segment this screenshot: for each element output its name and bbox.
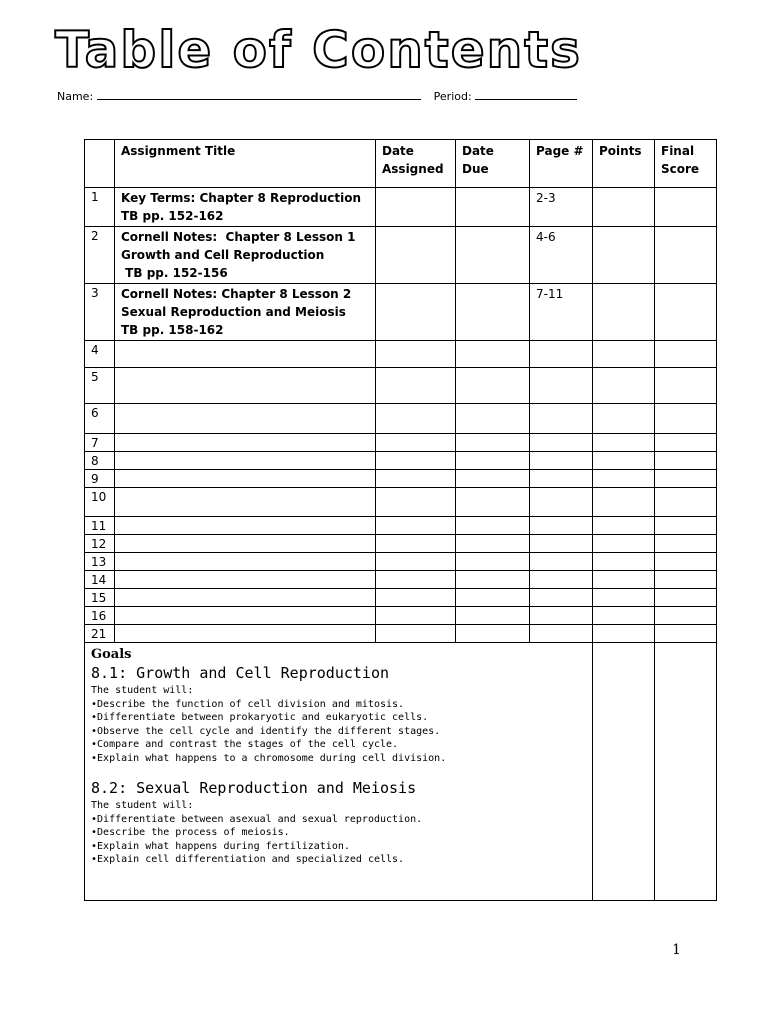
assignments-table <box>84 139 717 901</box>
assignment-title-cell[interactable] <box>115 625 376 643</box>
final-score-cell[interactable] <box>655 227 717 284</box>
date-due-cell[interactable] <box>456 553 530 571</box>
date-assigned-cell[interactable] <box>376 488 456 517</box>
col-header-date-assigned <box>376 140 456 188</box>
page-cell[interactable] <box>530 589 593 607</box>
goal-item: • Describe the function of cell division and mitosis. <box>91 698 586 712</box>
assignment-title-cell[interactable] <box>115 517 376 535</box>
page-number: 1 <box>672 942 681 958</box>
final-score-cell[interactable] <box>655 341 717 368</box>
assignment-title-cell[interactable] <box>115 368 376 404</box>
page-title: Table of Contents <box>55 21 582 79</box>
assignment-title-cell[interactable] <box>115 535 376 553</box>
page-cell[interactable] <box>530 488 593 517</box>
final-score-cell[interactable] <box>655 571 717 589</box>
period-field[interactable] <box>475 89 577 100</box>
row-number: 16 <box>85 607 115 625</box>
page-cell[interactable] <box>530 553 593 571</box>
table-row <box>85 188 717 227</box>
row-number: 13 <box>85 553 115 571</box>
page-cell[interactable]: 4-6 <box>530 227 593 284</box>
final-score-cell[interactable] <box>655 607 717 625</box>
date-assigned-cell[interactable] <box>376 571 456 589</box>
date-assigned-cell[interactable] <box>376 625 456 643</box>
points-cell[interactable] <box>593 488 655 517</box>
date-assigned-cell[interactable] <box>376 341 456 368</box>
goal-item: • Differentiate between prokaryotic and eukaryotic cells. <box>91 711 586 725</box>
period-label: Period: <box>433 90 472 103</box>
points-cell[interactable] <box>593 188 655 227</box>
date-due-cell[interactable] <box>456 470 530 488</box>
goals-points-cell[interactable] <box>593 643 655 901</box>
date-assigned-cell[interactable] <box>376 589 456 607</box>
page-cell[interactable] <box>530 452 593 470</box>
final-score-cell[interactable] <box>655 488 717 517</box>
points-cell[interactable] <box>593 404 655 434</box>
col-header-final-score-label: Final Score <box>661 144 700 176</box>
assignment-title-cell[interactable] <box>115 553 376 571</box>
row-number: 11 <box>85 517 115 535</box>
page-cell[interactable] <box>530 341 593 368</box>
date-assigned-cell[interactable] <box>376 368 456 404</box>
date-due-cell[interactable] <box>456 452 530 470</box>
final-score-cell[interactable] <box>655 535 717 553</box>
assignment-title-cell[interactable] <box>115 434 376 452</box>
points-cell[interactable] <box>593 625 655 643</box>
date-due-cell[interactable] <box>456 404 530 434</box>
final-score-cell[interactable] <box>655 368 717 404</box>
table-row <box>85 434 717 452</box>
date-due-cell[interactable] <box>456 571 530 589</box>
assignment-title-cell[interactable] <box>115 607 376 625</box>
table-row <box>85 571 717 589</box>
goal-item: • Observe the cell cycle and identify the different stages. <box>91 725 586 739</box>
assignment-title-cell[interactable] <box>115 452 376 470</box>
col-header-final-score <box>655 140 717 188</box>
points-cell[interactable] <box>593 553 655 571</box>
goal-item: • Compare and contrast the stages of the cell cycle. <box>91 738 586 752</box>
num-header-cell <box>85 140 115 188</box>
assignment-title-cell[interactable] <box>115 589 376 607</box>
row-number: 5 <box>85 368 115 404</box>
name-label: Name: <box>57 90 94 103</box>
goals-intro-2: The student will: <box>91 800 194 811</box>
points-cell[interactable] <box>593 368 655 404</box>
date-due-cell[interactable] <box>456 535 530 553</box>
goal-item: • Describe the process of meiosis. <box>91 826 586 840</box>
goals-intro-1: The student will: <box>91 685 194 696</box>
page-cell[interactable] <box>530 571 593 589</box>
row-number: 12 <box>85 535 115 553</box>
row-number: 8 <box>85 452 115 470</box>
date-due-cell[interactable] <box>456 589 530 607</box>
page-cell[interactable]: 2-3 <box>530 188 593 227</box>
assignment-title-cell[interactable]: Cornell Notes: Chapter 8 Lesson 2 Sexual Reproduction and Meiosis TB pp. 158-162 <box>115 284 376 341</box>
assignment-title-cell[interactable] <box>115 488 376 517</box>
goals-heading-1: 8.1: Growth and Cell Reproduction <box>91 664 390 682</box>
page-cell[interactable]: 7-11 <box>530 284 593 341</box>
assignment-title-cell[interactable]: Cornell Notes: Chapter 8 Lesson 1 Growth and Cell Reproduction TB pp. 152-156 <box>115 227 376 284</box>
name-period-line <box>57 89 577 103</box>
points-cell[interactable] <box>593 227 655 284</box>
date-due-cell[interactable] <box>456 341 530 368</box>
table-row <box>85 535 717 553</box>
table-row <box>85 589 717 607</box>
date-assigned-cell[interactable] <box>376 535 456 553</box>
date-assigned-cell[interactable] <box>376 452 456 470</box>
date-due-cell[interactable] <box>456 625 530 643</box>
points-cell[interactable] <box>593 452 655 470</box>
table-row <box>85 284 717 341</box>
row-number: 14 <box>85 571 115 589</box>
date-due-cell[interactable] <box>456 434 530 452</box>
points-cell[interactable] <box>593 517 655 535</box>
points-cell[interactable] <box>593 571 655 589</box>
final-score-cell[interactable] <box>655 452 717 470</box>
page-cell[interactable] <box>530 517 593 535</box>
date-assigned-cell[interactable] <box>376 284 456 341</box>
date-assigned-cell[interactable] <box>376 517 456 535</box>
goals-cell <box>85 643 593 901</box>
goals-list-2 <box>91 813 586 867</box>
page-cell[interactable] <box>530 535 593 553</box>
table-row <box>85 404 717 434</box>
final-score-cell[interactable] <box>655 404 717 434</box>
goal-item: • Differentiate between asexual and sexual reproduction. <box>91 813 586 827</box>
row-number: 3 <box>85 284 115 341</box>
date-due-cell[interactable] <box>456 368 530 404</box>
assignment-title-cell[interactable] <box>115 341 376 368</box>
points-cell[interactable] <box>593 535 655 553</box>
assignment-title-cell[interactable]: Key Terms: Chapter 8 Reproduction TB pp. 152-162 <box>115 188 376 227</box>
col-header-points: Points <box>593 140 655 188</box>
row-number: 9 <box>85 470 115 488</box>
table-row <box>85 368 717 404</box>
table-row <box>85 607 717 625</box>
table-header-row <box>85 140 717 188</box>
date-assigned-cell[interactable] <box>376 607 456 625</box>
goals-title: Goals <box>91 647 132 662</box>
row-number: 1 <box>85 188 115 227</box>
final-score-cell[interactable] <box>655 434 717 452</box>
row-number: 2 <box>85 227 115 284</box>
table-row <box>85 488 717 517</box>
points-cell[interactable] <box>593 470 655 488</box>
final-score-cell[interactable] <box>655 284 717 341</box>
final-score-cell[interactable] <box>655 188 717 227</box>
name-field[interactable] <box>97 89 421 100</box>
goals-row <box>85 643 717 901</box>
points-cell[interactable] <box>593 434 655 452</box>
date-assigned-cell[interactable] <box>376 227 456 284</box>
col-header-date-assigned-label: Date Assigned <box>382 144 444 176</box>
date-assigned-cell[interactable] <box>376 434 456 452</box>
table-row <box>85 470 717 488</box>
row-number: 4 <box>85 341 115 368</box>
col-header-assignment-title: Assignment Title <box>115 140 376 188</box>
points-cell[interactable] <box>593 341 655 368</box>
goal-item: • Explain cell differentiation and specialized cells. <box>91 853 586 867</box>
page-cell[interactable] <box>530 404 593 434</box>
date-assigned-cell[interactable] <box>376 404 456 434</box>
final-score-cell[interactable] <box>655 589 717 607</box>
date-due-cell[interactable] <box>456 188 530 227</box>
row-number: 6 <box>85 404 115 434</box>
final-score-cell[interactable] <box>655 625 717 643</box>
page-cell[interactable] <box>530 434 593 452</box>
date-assigned-cell[interactable] <box>376 553 456 571</box>
table-row <box>85 227 717 284</box>
page-cell[interactable] <box>530 368 593 404</box>
col-header-page: Page # <box>530 140 593 188</box>
table-row <box>85 553 717 571</box>
table-row <box>85 625 717 643</box>
row-number: 15 <box>85 589 115 607</box>
points-cell[interactable] <box>593 284 655 341</box>
date-assigned-cell[interactable] <box>376 188 456 227</box>
goals-score-cell[interactable] <box>655 643 717 901</box>
goal-item: • Explain what happens to a chromosome during cell division. <box>91 752 586 766</box>
table-row <box>85 517 717 535</box>
page-cell[interactable] <box>530 625 593 643</box>
row-number: 7 <box>85 434 115 452</box>
points-cell[interactable] <box>593 589 655 607</box>
col-header-date-due: Date Due <box>456 140 530 188</box>
assignment-title-cell[interactable] <box>115 404 376 434</box>
points-cell[interactable] <box>593 607 655 625</box>
page-cell[interactable] <box>530 470 593 488</box>
assignment-title-cell[interactable] <box>115 470 376 488</box>
page-cell[interactable] <box>530 607 593 625</box>
table-row <box>85 452 717 470</box>
date-due-cell[interactable] <box>456 284 530 341</box>
goals-list-1 <box>91 698 586 766</box>
goals-heading-2: 8.2: Sexual Reproduction and Meiosis <box>91 779 417 797</box>
final-score-cell[interactable] <box>655 517 717 535</box>
row-number: 10 <box>85 488 115 517</box>
assignment-title-cell[interactable] <box>115 571 376 589</box>
date-due-cell[interactable] <box>456 517 530 535</box>
date-due-cell[interactable] <box>456 488 530 517</box>
row-number: 21 <box>85 625 115 643</box>
date-due-cell[interactable] <box>456 607 530 625</box>
final-score-cell[interactable] <box>655 553 717 571</box>
goal-item: • Explain what happens during fertilization. <box>91 840 586 854</box>
date-assigned-cell[interactable] <box>376 470 456 488</box>
table-row <box>85 341 717 368</box>
date-due-cell[interactable] <box>456 227 530 284</box>
final-score-cell[interactable] <box>655 470 717 488</box>
